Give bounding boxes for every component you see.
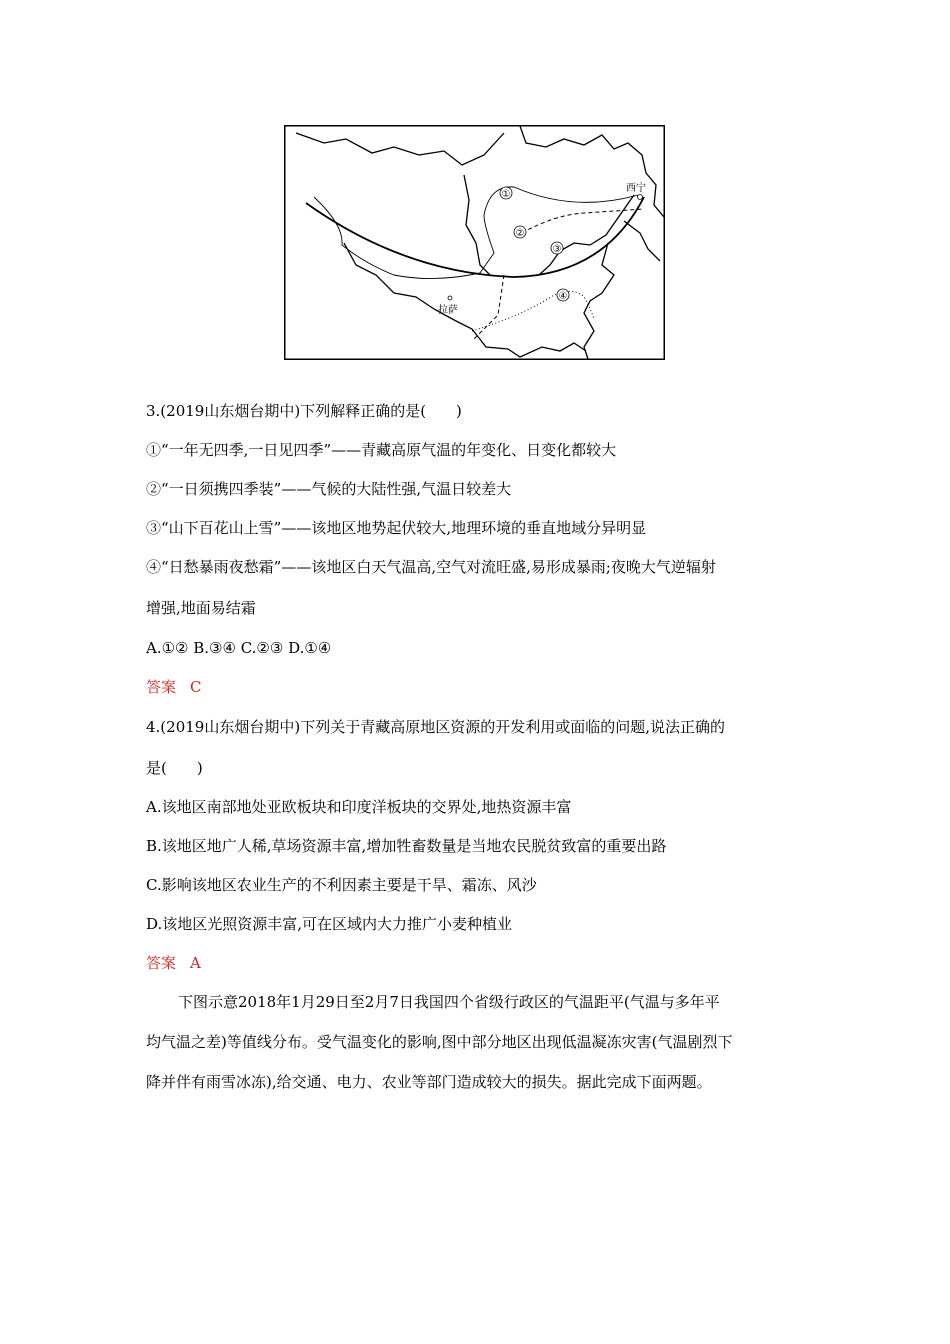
q3-choices: A.①② B.③④ C.②③ D.①④ (146, 639, 332, 657)
marker-3: ③ (552, 244, 562, 255)
marker-1: ① (501, 189, 511, 200)
q3-option-3: ③“山下百花山上雪”——该地区地势起伏较大,地理环境的垂直地域分异明显 (146, 519, 647, 537)
q4-option-c: C.影响该地区农业生产的不利因素主要是干旱、霜冻、风沙 (146, 876, 537, 894)
passage-line1: 下图示意2018年1月29日至2月7日我国四个省级行政区的气温距平(气温与多年平 (178, 993, 720, 1011)
q4-option-b: B.该地区地广人稀,草场资源丰富,增加牲畜数量是当地农民脱贫致富的重要出路 (146, 837, 667, 855)
q3-option-2: ②“一日须携四季装”——气候的大陆性强,气温日较差大 (146, 480, 512, 498)
q3-option-1: ①“一年无四季,一日见四季”——青藏高原气温的年变化、日变化都较大 (146, 441, 617, 459)
q4-answer-value: A (190, 954, 201, 972)
q3-answer-value: C (190, 678, 202, 696)
q4-answer-label: 答案 (146, 954, 177, 972)
q3-answer-label: 答案 (146, 678, 177, 696)
q4-stem-line2: 是( ) (146, 759, 203, 777)
city-xining: 西宁 (626, 183, 646, 194)
q3-answer (146, 676, 202, 698)
q3-stem: 3.(2019山东烟台期中)下列解释正确的是( ) (146, 402, 462, 420)
q4-option-d: D.该地区光照资源丰富,可在区域内大力推广小麦种植业 (146, 915, 513, 933)
q4-stem-line1: 4.(2019山东烟台期中)下列关于青藏高原地区资源的开发利用或面临的问题,说法正确的 (146, 718, 725, 736)
passage-line2: 均气温之差)等值线分布。受气温变化的影响,图中部分地区出现低温凝冻灾害(气温剧烈下 (146, 1033, 733, 1051)
city-lhasa: 拉萨 (438, 305, 458, 316)
qinghai-tibet-map (284, 125, 665, 360)
marker-4: ④ (558, 291, 568, 302)
marker-2: ② (515, 228, 525, 239)
q4-option-a: A.该地区南部地处亚欧板块和印度洋板块的交界处,地热资源丰富 (146, 798, 572, 816)
q3-option-4-line1: ④“日愁暴雨夜愁霜”——该地区白天气温高,空气对流旺盛,易形成暴雨;夜晚大气逆辐射 (146, 558, 716, 576)
q4-answer (146, 952, 201, 974)
lhasa-dot (448, 296, 452, 300)
passage-line3: 降并伴有雨雪冰冻),给交通、电力、农业等部门造成较大的损失。据此完成下面两题。 (146, 1073, 712, 1091)
q3-option-4-line2: 增强,地面易结霜 (146, 599, 256, 617)
xining-dot (638, 195, 643, 200)
